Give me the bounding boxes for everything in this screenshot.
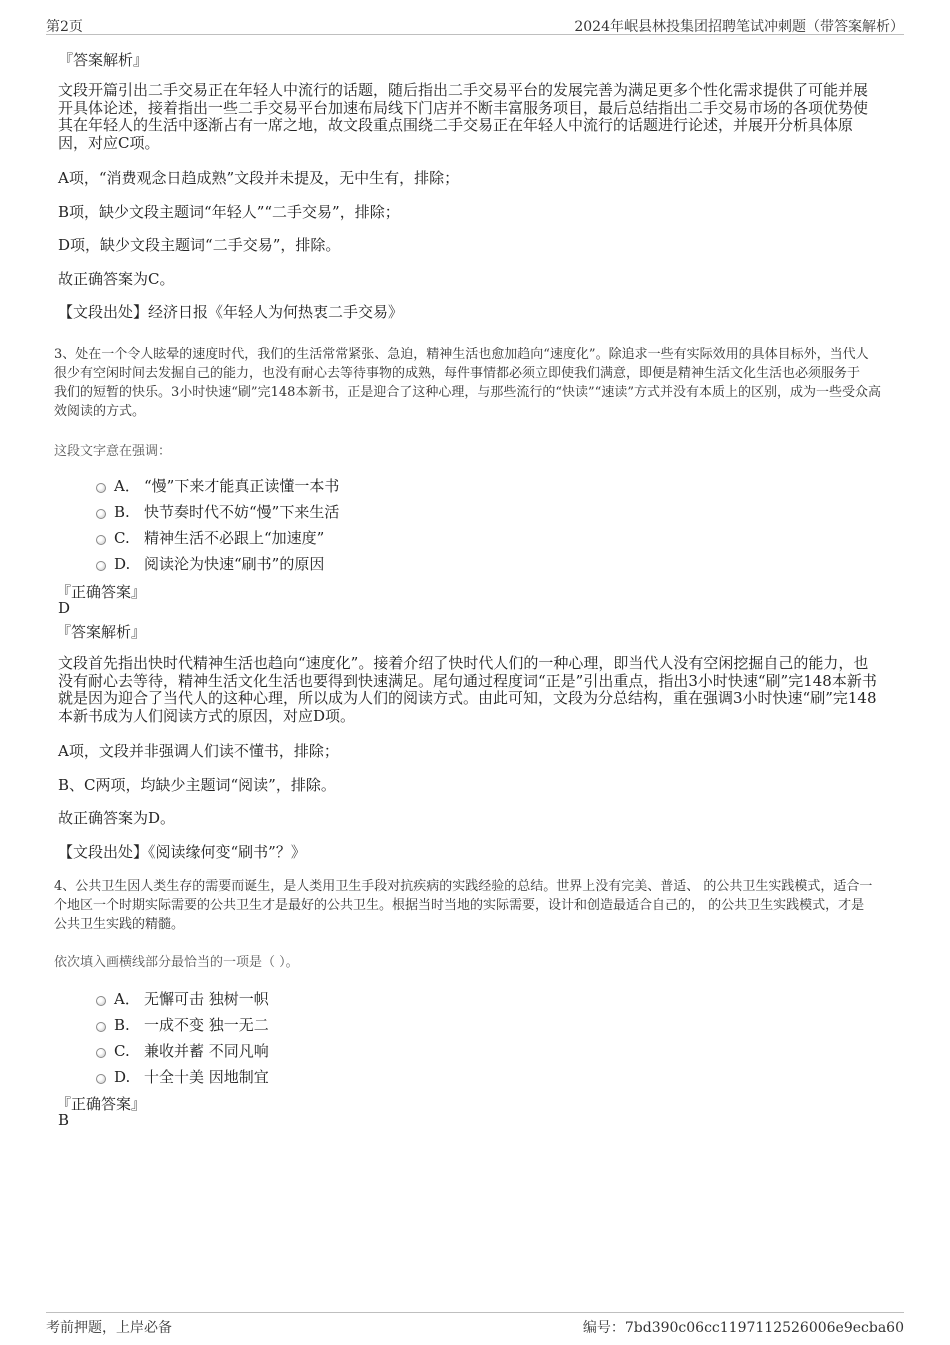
question-line: 我们的短暂的快乐。3小时快速“刷”完148本新书，正是迎合了这种心理，与那些流行的“快读”“速读”方式并没有本质上的区别，成为一些受众高 <box>54 385 881 400</box>
correct-answer: B <box>58 1111 70 1129</box>
question-4-text <box>54 877 914 934</box>
option-letter: C. <box>114 1042 130 1060</box>
q3-option-d[interactable] <box>96 553 324 575</box>
question-3-text <box>54 345 904 421</box>
option-note-d: D项，缺少文段主题词“二手交易”，排除。 <box>58 236 341 254</box>
q4-option-d[interactable] <box>96 1066 269 1088</box>
passage-source: 【文段出处】经济日报《年轻人为何热衷二手交易》 <box>58 303 404 321</box>
radio-icon[interactable] <box>96 996 106 1006</box>
q3-option-a[interactable] <box>96 475 339 497</box>
conclusion: 故正确答案为C。 <box>58 270 175 288</box>
document-code: 编号：7bd390c06cc1197112526006e9ecba60 <box>582 1320 904 1336</box>
footer-slogan: 考前押题，上岸必备 <box>46 1320 172 1336</box>
option-note-a: A项，“消费观念日趋成熟”文段并未提及，无中生有，排除； <box>58 169 460 187</box>
page-number: 第2页 <box>46 19 83 35</box>
analysis-line: 本新书成为人们阅读方式的原因，对应D项。 <box>58 706 356 725</box>
question-line: 很少有空闲时间去发掘自己的能力，也没有耐心去等待事物的成熟，每件事情都必须立即使我们满意，即便是精神生活文化生活也必须服务于 <box>54 366 861 381</box>
correct-answer: D <box>58 599 71 617</box>
conclusion: 故正确答案为D。 <box>58 809 176 827</box>
option-text: 一成不变 独一无二 <box>144 1016 269 1034</box>
analysis-label: 『答案解析』 <box>58 51 149 69</box>
radio-icon[interactable] <box>96 1048 106 1058</box>
option-note-a: A项，文段并非强调人们读不懂书，排除； <box>58 742 339 760</box>
option-letter: D. <box>114 555 131 573</box>
q4-option-c[interactable] <box>96 1040 269 1062</box>
answer-label: 『正确答案』 <box>56 1095 147 1113</box>
radio-icon[interactable] <box>96 483 106 493</box>
question-4-stem: 依次填入画横线部分最恰当的一项是（ ）。 <box>54 955 299 970</box>
option-text: “慢”下来才能真正读懂一本书 <box>144 477 340 495</box>
answer-label: 『正确答案』 <box>56 583 147 601</box>
page-footer <box>46 1312 904 1335</box>
option-letter: A． <box>114 990 140 1008</box>
page-header <box>46 12 904 35</box>
radio-icon[interactable] <box>96 535 106 545</box>
q3-option-b[interactable] <box>96 501 339 523</box>
question-line: 效阅读的方式。 <box>54 404 146 419</box>
analysis-line: 因，对应C项。 <box>58 133 160 152</box>
option-text: 无懈可击 独树一帜 <box>144 990 269 1008</box>
analysis-line: 开具体论述，接着指出一些二手交易平台加速布局线下门店并不断丰富服务项目，最后总结指出二手交易市场的各项优势使 <box>58 98 869 117</box>
q4-option-a[interactable] <box>96 988 269 1010</box>
option-letter: B. <box>114 503 130 521</box>
question-line: 个地区一个时期实际需要的公共卫生才是最好的公共卫生。根据当时当地的实际需要，设计和创造最适合自己的， 的公共卫生实践模式，才是 <box>54 898 865 913</box>
q4-option-b[interactable] <box>96 1014 269 1036</box>
radio-icon[interactable] <box>96 1074 106 1084</box>
option-letter: D. <box>114 1068 131 1086</box>
radio-icon[interactable] <box>96 561 106 571</box>
option-text: 兼收并蓄 不同凡响 <box>144 1042 269 1060</box>
analysis-line: 就是因为迎合了当代人的这种心理，所以成为人们的阅读方式。由此可知，文段为分总结构，重在强调3小时快速“刷”完148 <box>58 689 877 707</box>
option-text: 精神生活不必跟上“加速度” <box>144 529 325 547</box>
option-text: 十全十美 因地制宜 <box>144 1068 269 1086</box>
analysis-line: 其在年轻人的生活中逐渐占有一席之地，故文段重点围绕二手交易正在年轻人中流行的话题进行论述，并展开分析具体原 <box>58 116 854 134</box>
question-3-stem: 这段文字意在强调： <box>54 444 172 459</box>
question-line: 4、公共卫生因人类生存的需要而诞生，是人类用卫生手段对抗疾病的实践经验的总结。世界上没有完美、普适、 的公共卫生实践模式，适合一 <box>54 879 873 894</box>
option-letter: C. <box>114 529 130 547</box>
question-line: 公共卫生实践的精髓。 <box>54 917 185 932</box>
radio-icon[interactable] <box>96 509 106 519</box>
document-title: 2024年岷县林投集团招聘笔试冲刺题（带答案解析） <box>574 19 904 35</box>
analysis-text <box>58 655 908 725</box>
passage-source: 【文段出处】《阅读缘何变“刷书”？》 <box>58 843 306 861</box>
analysis-text <box>58 82 908 152</box>
question-line: 3、处在一个令人眩晕的速度时代，我们的生活常常紧张、急迫，精神生活也愈加趋向“速度化”。除追求一些有实际效用的具体目标外，当代人 <box>54 347 869 362</box>
option-note-bc: B、C两项，均缺少主题词“阅读”，排除。 <box>58 776 336 794</box>
option-text: 阅读沦为快速“刷书”的原因 <box>144 555 325 573</box>
option-letter: A． <box>114 477 140 495</box>
analysis-line: 文段首先指出快时代精神生活也趋向“速度化”。接着介绍了快时代人们的一种心理，即当代人没有空闲挖掘自己的能力，也 <box>58 654 869 672</box>
option-text: 快节奏时代不妨“慢”下来生活 <box>144 503 340 521</box>
analysis-label: 『答案解析』 <box>56 623 147 641</box>
q3-option-c[interactable] <box>96 527 324 549</box>
analysis-line: 没有耐心去等待，精神生活文化生活也要得到快速满足。尾句通过程度词“正是”引出重点，指出3小时快速“刷”完148本新书 <box>58 671 877 690</box>
analysis-line: 文段开篇引出二手交易正在年轻人中流行的话题，随后指出二手交易平台的发展完善为满足更多个性化需求提供了可能并展 <box>58 81 869 99</box>
radio-icon[interactable] <box>96 1022 106 1032</box>
option-letter: B. <box>114 1016 130 1034</box>
option-note-b: B项，缺少文段主题词“年轻人”“二手交易”，排除； <box>58 203 400 221</box>
